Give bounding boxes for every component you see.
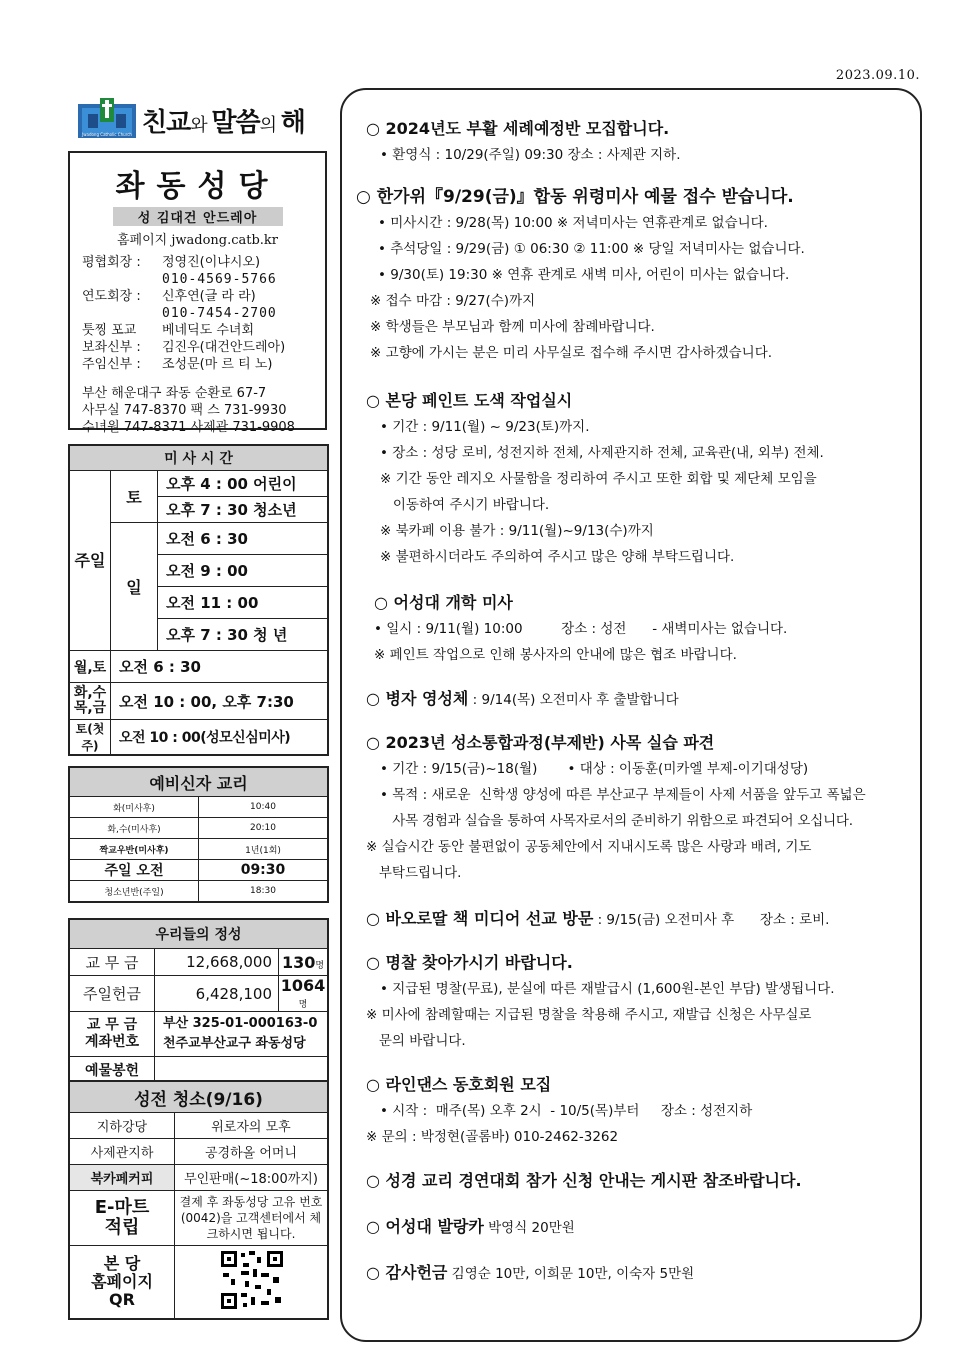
cleaning-area: 지하강당 — [69, 1113, 175, 1139]
notice-thanks-offering: ○ 감사헌금 김영순 10만, 이희문 10만, 이숙자 5만원 — [366, 1263, 695, 1282]
sat-mass-time: 오후 4 : 00 어린이 — [158, 471, 329, 497]
sun-mass-time: 오전 11 : 00 — [158, 587, 329, 619]
offering-label: 교 무 금 — [69, 949, 155, 976]
cleaning-group: 위로자의 모후 — [175, 1113, 329, 1139]
homepage-url[interactable]: 홈페이지 jwadong.catb.kr — [116, 233, 279, 248]
church-logo-icon — [78, 98, 136, 138]
notice-school-mass: ○ 어성대 개학 미사 • 일시 : 9/11(월) 10:00 장소 : 성전 - 새벽미사는 없습니다. ※ 페인트 작업으로 인해 봉사자의 안내에 많은 협조 바랍니다. — [374, 593, 788, 663]
address-block: 부산 해운대구 좌동 순환로 67-7 사무실 747-8370 팩 스 731-9930 수녀원 747-8371 사제관 731-9908 — [82, 386, 295, 435]
class-name: 주일 오전 — [69, 860, 199, 881]
notice-painting: ○ 본당 페인트 도색 작업실시 • 기간 : 9/11(월) ~ 9/23(토)까지. • 장소 : 성당 로비, 성전지하 전체, 사제관지하 전체, 교육관(내, 외부) 전체. ※ 기간 동안 레지오 사물함을 정리하여 주시고 또한 회합 및 제단체 모임을 이동하여 주시기 바랍니다. ※ 북카페 이용 불가 : 9/11(월)~9/13(수)까지 ※ 불편하시더라도 주의하여 주시고 많은 양해 부탁드립니다. — [366, 391, 824, 565]
account-info: 부산 325-01-000163-0 천주교부산교구 좌동성당 — [155, 1012, 329, 1057]
weekday-label: 화,수 목,금 — [69, 683, 111, 720]
cleaning-group: 무인판매(~18:00까지) — [175, 1165, 329, 1191]
catechumen-table — [68, 766, 329, 903]
patron-saint: 성 김대건 안드레아 — [113, 207, 283, 226]
sunday-day-label: 일 — [111, 523, 158, 651]
class-time: 20:10 — [199, 818, 329, 839]
notice-balangka: ○ 어성대 발랑카 박영식 20만원 — [366, 1217, 575, 1236]
sun-mass-time: 오전 9 : 00 — [158, 555, 329, 587]
weekday-label: 월,토 — [69, 651, 111, 683]
weekday-label: 토(첫주) — [69, 720, 111, 756]
cleaning-title: 성전 청소(9/16) — [69, 1081, 328, 1113]
class-time: 18:30 — [199, 881, 329, 903]
offering-table: 우리들의 정성 교 무 금 12,668,000 130명 주일헌금 6,428,100 1064명 교 무 금 계좌번호 부산 325-01-000163-0 천주교부산교구 좌동성당 예물봉헌 — [68, 918, 329, 1085]
cleaning-group: 공경하올 어머니 — [175, 1139, 329, 1165]
qr-label: 본 당 홈페이지 QR — [69, 1246, 175, 1320]
sun-mass-time: 오전 6 : 30 — [158, 523, 329, 555]
class-name: 화,수(미사후) — [69, 818, 199, 839]
offering-count: 1064 — [280, 976, 326, 995]
notice-baptism: ○ 2024년도 부활 세례예정반 모집합니다. • 환영식 : 10/29(주일) 09:30 장소 : 사제관 지하. — [366, 119, 681, 163]
emart-label: E-마트 적립 — [69, 1191, 175, 1246]
weekday-mass-time: 오전 10 : 00(성모신심미사) — [111, 720, 329, 756]
sunday-label: 주일 — [69, 471, 111, 651]
class-name: 짝교우반(미사후) — [69, 839, 199, 860]
class-time: 1년(1회) — [199, 839, 329, 860]
weekday-mass-time: 오전 10 : 00, 오후 7:30 — [111, 683, 329, 720]
notice-sick-communion: ○ 병자 영성체 : 9/14(목) 오전미사 후 출발합니다 — [366, 689, 679, 708]
offering-amount: 6,428,100 — [155, 976, 279, 1012]
issue-date: 2023.09.10. — [835, 68, 920, 83]
class-time: 10:40 — [199, 797, 329, 818]
parish-name: 좌동성당 — [115, 169, 280, 204]
notice-bible-contest: ○ 성경 교리 경연대회 참가 신청 안내는 게시판 참조바랍니다. — [366, 1171, 802, 1190]
notice-line-dance: ○ 라인댄스 동호회원 모집 • 시작 : 매주(목) 오후 2시 - 10/5(목)부터 장소 : 성전지하 ※ 문의 : 박정현(골롬바) 010-2462-3262 — [366, 1075, 753, 1145]
qr-code-icon[interactable] — [219, 1249, 285, 1311]
emart-text: 결제 후 좌동성당 고유 번호(0042)을 고객센터에서 체크하시면 됩니다. — [175, 1191, 329, 1246]
offering-amount: 12,668,000 — [155, 949, 279, 976]
gift-label: 예물봉헌 — [69, 1057, 155, 1085]
staff-list: 평협회장 : 정영진(이냐시오) 010-4569-5766 연도회장 : 신후연(글 라 라) 010-7454-2700 툿찡 포교 베네딕도 수녀회 보좌신부 : 김진우(대건안드레아) 주임신부 : 조성문(마 르 티 노) — [82, 255, 286, 372]
class-name: 청소년반(주일) — [69, 881, 199, 903]
offering-label: 주일헌금 — [69, 976, 155, 1012]
offering-count: 130 — [281, 952, 316, 972]
account-label: 교 무 금 계좌번호 — [69, 1012, 155, 1057]
cleaning-area: 사제관지하 — [69, 1139, 175, 1165]
mass-times-table — [68, 444, 329, 756]
svg-text:Jwadong Catholic Church: Jwadong Catholic Church — [82, 132, 132, 137]
notice-nametag: ○ 명찰 찾아가시기 바랍니다. • 지급된 명찰(무료), 분실에 따른 재발급시 (1,600원-본인 부담) 발생됩니다. ※ 미사에 참례할때는 지급된 명찰을 착용해 주시고, 재발급 신청은 사무실로 문의 바랍니다. — [366, 953, 835, 1049]
class-name: 화(미사후) — [69, 797, 199, 818]
sun-mass-time: 오후 7 : 30 청 년 — [158, 619, 329, 651]
notice-memorial-mass: ○ 한가위『9/29(금)』합동 위령미사 예물 접수 받습니다. • 미사시간 : 9/28(목) 10:00 ※ 저녁미사는 연휴관계로 없습니다. • 추석당일 : 9/29(금) ① 06:30 ② 11:00 ※ 당일 저녁미사는 없습니다. • 9/30(토) 19:30 ※ 연휴 관계로 새벽 미사, 어린이 미사는 없습니다. ※ 접수 마감 : 9/27(수)까지 ※ 학생들은 부모님과 함께 미사에 참례바랍니다. ※ 고향에 가시는 분은 미리 사무실로 접수해 주시면 감사하겠습니다. — [356, 187, 805, 361]
cleaning-table — [68, 1080, 329, 1320]
notice-deacon-practice: ○ 2023년 성소통합과정(부제반) 사목 실습 파견 • 기간 : 9/15(금)~18(월) • 대상 : 이동훈(미카엘 부제-이기대성당) • 목적 : 새로운 신학생 양성에 따른 부산교구 부제들이 사제 서품을 앞두고 폭넓은 사목 경험과 실습을 통하여 사목자로서의 준비하기 위함으로 파견되어 오십니다. ※ 실습시간 동안 불편없이 공동체안에서 지내시도록 많은 사랑과 배려, 기도 부탁드립니다. — [366, 733, 866, 881]
mass-title: 미 사 시 간 — [69, 445, 328, 471]
notices-panel — [340, 88, 922, 1342]
class-time: 09:30 — [199, 860, 329, 881]
year-theme-title: 친교와 말씀의 해 — [142, 108, 305, 138]
saturday-label: 토 — [111, 471, 158, 523]
cleaning-area: 북카페커피 — [69, 1165, 175, 1191]
logo — [78, 98, 338, 142]
sat-mass-time: 오후 7 : 30 청소년 — [158, 497, 329, 523]
parish-info-box — [68, 151, 327, 435]
weekday-mass-time: 오전 6 : 30 — [111, 651, 329, 683]
notice-pauline-visit: ○ 바오로딸 책 미디어 선교 방문 : 9/15(금) 오전미사 후 장소 : 로비. — [366, 909, 830, 928]
catechumen-title: 예비신자 교리 — [69, 767, 328, 797]
offering-title: 우리들의 정성 — [69, 919, 328, 949]
